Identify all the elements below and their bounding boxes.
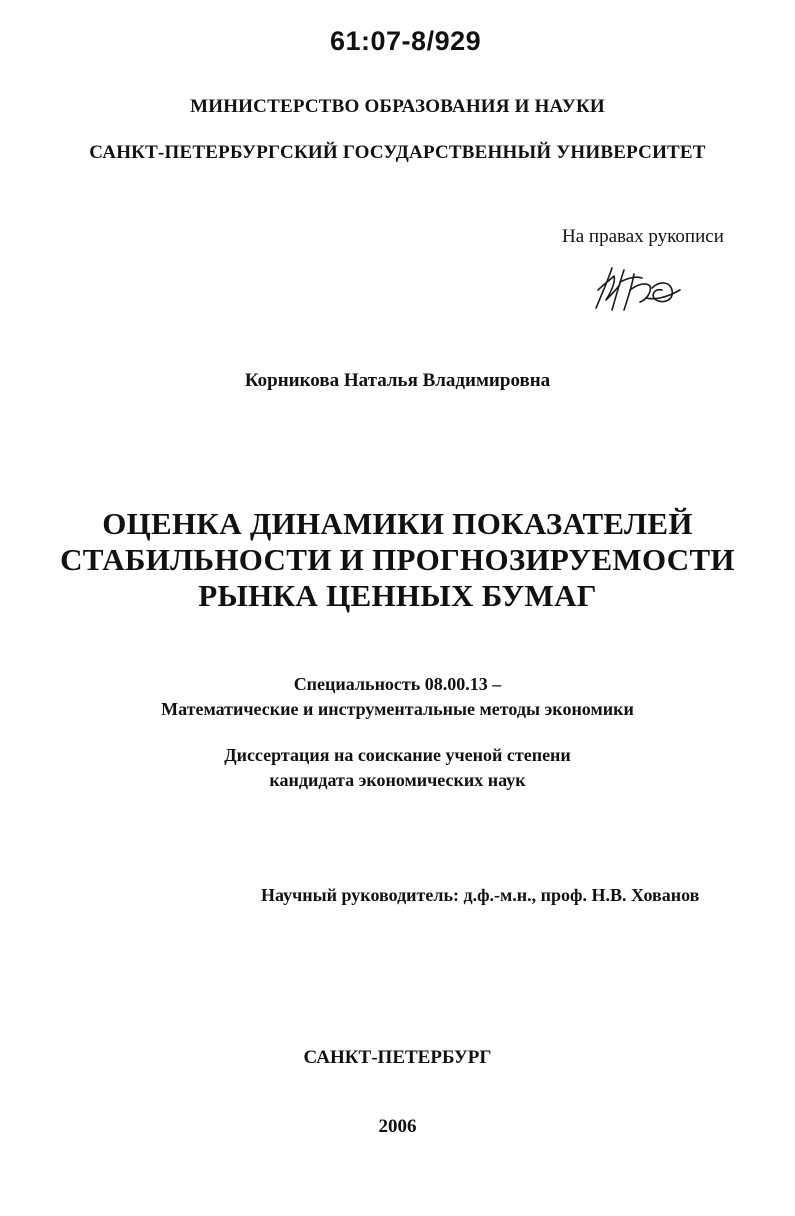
title-line: СТАБИЛЬНОСТИ И ПРОГНОЗИРУЕМОСТИ [60, 542, 735, 577]
manuscript-rights-note: На правах рукописи [562, 226, 724, 247]
year: 2006 [378, 1116, 417, 1137]
city: САНКТ-ПЕТЕРБУРГ [303, 1047, 492, 1068]
archive-code: 61:07-8/929 [330, 26, 482, 56]
degree-line: Диссертация на соискание ученой степени [224, 745, 571, 765]
specialty-code: Специальность 08.00.13 – [293, 674, 502, 694]
handwritten-signature [590, 260, 690, 320]
degree-block [0, 743, 795, 793]
title-line: РЫНКА ЦЕННЫХ БУМАГ [198, 578, 597, 613]
specialty-name: Математические и инструментальные методы экономики [161, 699, 634, 719]
specialty-block [0, 672, 795, 722]
university-name: САНКТ-ПЕТЕРБУРГСКИЙ ГОСУДАРСТВЕННЫЙ УНИВЕРСИТЕТ [89, 142, 706, 163]
scientific-supervisor: Научный руководитель: д.ф.-м.н., проф. Н.В. Хованов [261, 885, 700, 905]
dissertation-title [0, 506, 795, 614]
title-line: ОЦЕНКА ДИНАМИКИ ПОКАЗАТЕЛЕЙ [102, 506, 693, 541]
degree-line: кандидата экономических наук [269, 770, 526, 790]
ministry-name: МИНИСТЕРСТВО ОБРАЗОВАНИЯ И НАУКИ [190, 96, 605, 117]
author-name: Корникова Наталья Владимировна [244, 370, 551, 391]
